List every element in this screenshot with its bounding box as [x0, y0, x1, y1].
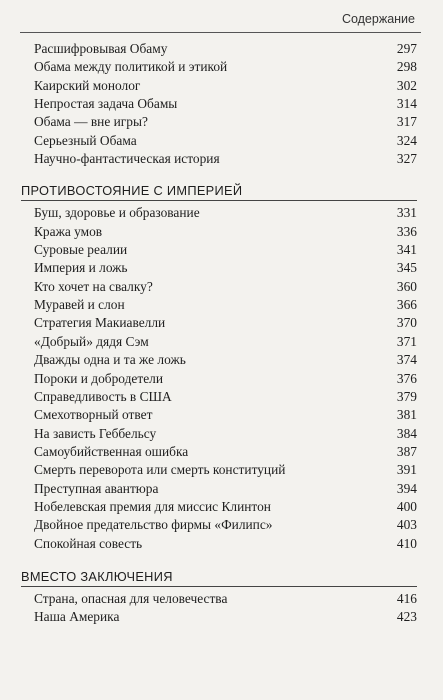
- entry-title: Каирский монолог: [34, 77, 141, 93]
- entry-page-number: 327: [396, 151, 417, 167]
- entry-title: Обама — вне игры?: [34, 114, 148, 130]
- entry-page-number: 366: [396, 297, 417, 313]
- toc-entry: [34, 516, 417, 534]
- entry-page-number: 336: [396, 223, 417, 239]
- toc-entry: [34, 333, 417, 351]
- toc-entry: [34, 406, 417, 424]
- section-heading: ВМЕСТО ЗАКЛЮЧЕНИЯ: [21, 568, 417, 587]
- toc-entry: [34, 77, 417, 95]
- toc-entry: [34, 241, 417, 259]
- entry-page-number: 345: [396, 260, 417, 276]
- entry-page-number: 379: [396, 388, 417, 404]
- toc-entry: [34, 425, 417, 443]
- entry-title: Стратегия Макиавелли: [34, 315, 166, 331]
- entry-page-number: 387: [396, 443, 417, 459]
- entry-title: Кто хочет на свалку?: [34, 278, 153, 294]
- entry-title: Обама между политикой и этикой: [34, 59, 228, 75]
- entry-page-number: 298: [396, 59, 417, 75]
- toc-group-top: [0, 40, 443, 168]
- header-rule: [20, 32, 421, 33]
- toc-entry: [34, 296, 417, 314]
- entry-title: Непростая задача Обамы: [34, 96, 178, 112]
- toc-entry: [34, 590, 417, 608]
- entry-title: Серьезный Обама: [34, 132, 137, 148]
- entry-page-number: 302: [396, 77, 417, 93]
- entry-page-number: 376: [396, 370, 417, 386]
- toc-entry: [34, 204, 417, 222]
- entry-page-number: 314: [396, 96, 417, 112]
- entry-page-number: 410: [396, 535, 417, 551]
- toc-entry: [34, 278, 417, 296]
- entry-title: Пороки и добродетели: [34, 370, 164, 386]
- section-heading: ПРОТИВОСТОЯНИЕ С ИМПЕРИЕЙ: [21, 182, 417, 201]
- entry-title: Суровые реалии: [34, 242, 128, 258]
- toc-entry: [34, 150, 417, 168]
- toc-entry: [34, 535, 417, 553]
- entry-page-number: 297: [396, 41, 417, 56]
- entry-title: Справедливость в США: [34, 388, 172, 404]
- entry-title: Муравей и слон: [34, 297, 125, 313]
- entry-title: Дважды одна и та же ложь: [34, 352, 186, 368]
- toc-entry: [34, 443, 417, 461]
- entry-page-number: 371: [396, 333, 417, 349]
- entry-title: Страна, опасная для человечества: [34, 590, 228, 606]
- entry-page-number: 331: [396, 205, 417, 221]
- entry-title: Нобелевская премия для миссис Клинтон: [34, 498, 271, 514]
- entry-title: На зависть Геббельсу: [34, 425, 157, 441]
- toc-entry: [34, 223, 417, 241]
- entry-title: Кража умов: [34, 223, 103, 239]
- entry-page-number: 416: [396, 590, 417, 606]
- toc-entry: [34, 480, 417, 498]
- entry-page-number: 324: [396, 132, 417, 148]
- table-of-contents: [0, 40, 443, 627]
- entry-page-number: 341: [396, 242, 417, 258]
- entry-page-number: 394: [396, 480, 417, 496]
- toc-entry: [34, 608, 417, 626]
- entry-title: Двойное предательство фирмы «Филипс»: [34, 517, 273, 533]
- toc-entry: [34, 461, 417, 479]
- entry-page-number: 423: [396, 609, 417, 625]
- entry-page-number: 360: [396, 278, 417, 294]
- entry-title: Научно-фантастическая история: [34, 151, 220, 167]
- toc-entry: [34, 370, 417, 388]
- toc-entry: [34, 113, 417, 131]
- entry-title: Смерть переворота или смерть конституций: [34, 462, 286, 478]
- entry-page-number: 381: [396, 407, 417, 423]
- entry-page-number: 317: [396, 114, 417, 130]
- entry-title: Расшифровывая Обаму: [34, 41, 168, 56]
- entry-title: Наша Америка: [34, 609, 120, 625]
- entry-page-number: 403: [396, 517, 417, 533]
- toc-entry: [34, 388, 417, 406]
- section-one-entries: [0, 201, 443, 553]
- toc-entry: [34, 351, 417, 369]
- toc-entry: [34, 498, 417, 516]
- entry-title: «Добрый» дядя Сэм: [34, 333, 149, 349]
- entry-page-number: 400: [396, 498, 417, 514]
- toc-entry: [34, 314, 417, 332]
- entry-page-number: 391: [396, 462, 417, 478]
- toc-entry: [34, 58, 417, 76]
- toc-entry: [34, 259, 417, 277]
- entry-title: Спокойная совесть: [34, 535, 143, 551]
- entry-title: Самоубийственная ошибка: [34, 443, 189, 459]
- toc-entry: [34, 132, 417, 150]
- section-two-entries: [0, 587, 443, 627]
- entry-page-number: 384: [396, 425, 417, 441]
- running-header: Содержание: [341, 12, 415, 26]
- entry-page-number: 374: [396, 352, 417, 368]
- toc-entry: [34, 40, 417, 58]
- entry-title: Империя и ложь: [34, 260, 128, 276]
- entry-page-number: 370: [396, 315, 417, 331]
- entry-title: Преступная авантюра: [34, 480, 159, 496]
- toc-entry: [34, 95, 417, 113]
- entry-title: Смехотворный ответ: [34, 407, 153, 423]
- entry-title: Буш, здоровье и образование: [34, 205, 200, 221]
